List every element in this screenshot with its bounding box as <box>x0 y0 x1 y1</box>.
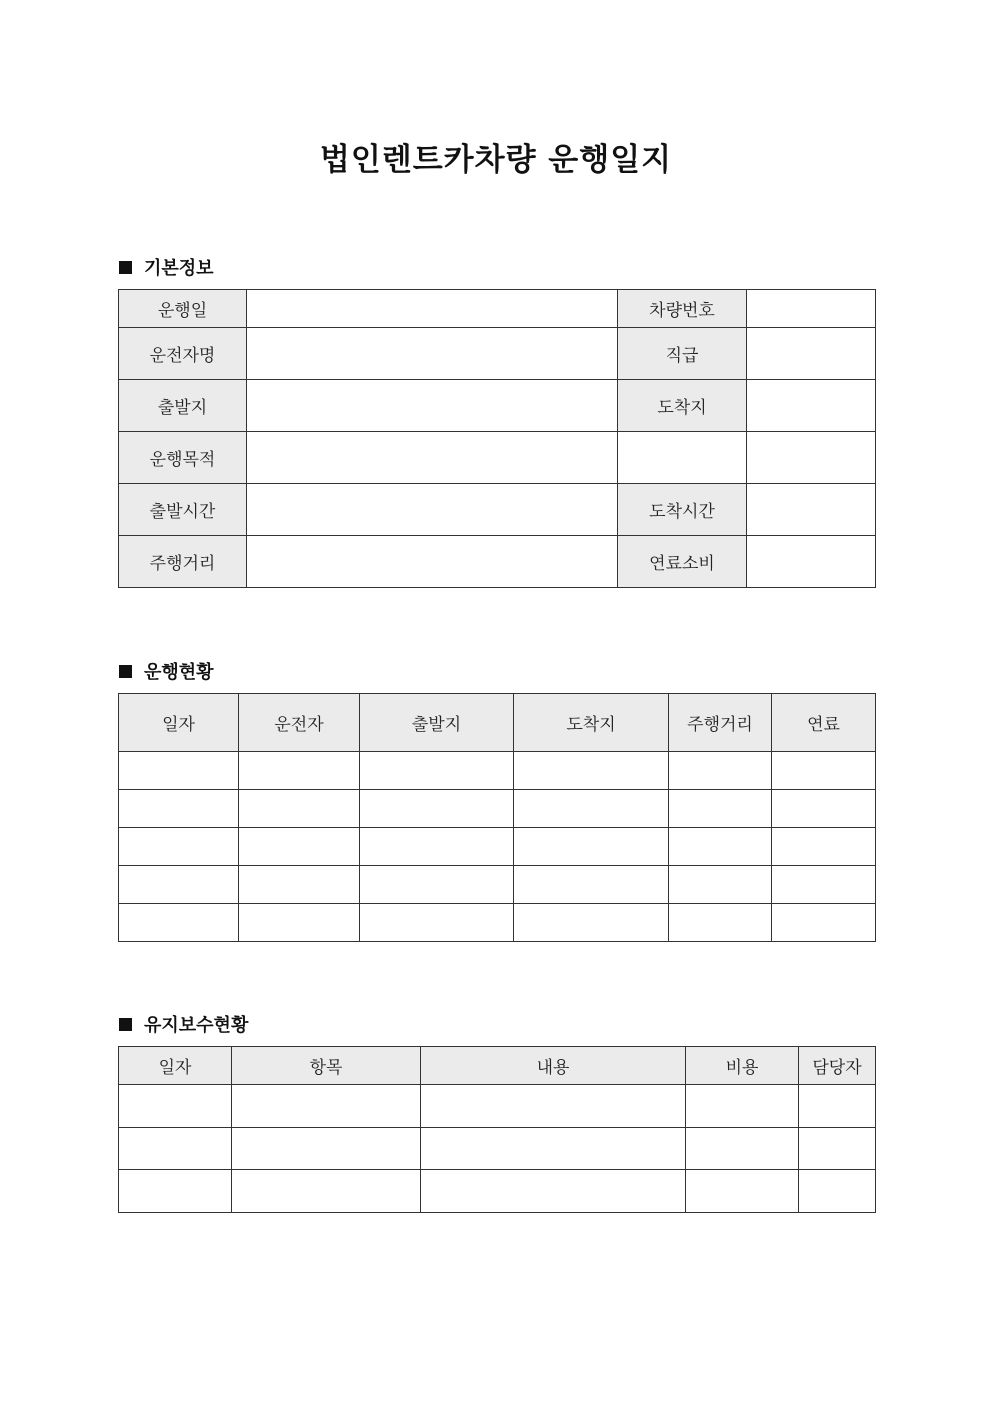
table-row <box>119 866 876 904</box>
column-header: 일자 <box>119 694 239 752</box>
black-square-icon <box>119 261 132 274</box>
table-cell[interactable] <box>669 752 772 790</box>
table-row <box>119 536 876 588</box>
table-cell[interactable] <box>239 828 360 866</box>
table-header-row <box>119 694 876 752</box>
table-cell[interactable] <box>360 866 514 904</box>
value-cell[interactable] <box>618 432 747 484</box>
label-cell: 운전자명 <box>119 328 247 380</box>
table-row <box>119 290 876 328</box>
table-cell[interactable] <box>232 1128 421 1170</box>
table-cell[interactable] <box>421 1128 686 1170</box>
black-square-icon <box>119 665 132 678</box>
table-row <box>119 328 876 380</box>
table-cell[interactable] <box>669 790 772 828</box>
table-cell[interactable] <box>514 866 669 904</box>
table-cell[interactable] <box>686 1170 799 1213</box>
table-row <box>119 1170 876 1213</box>
label-cell: 운행목적 <box>119 432 247 484</box>
column-header: 비용 <box>686 1047 799 1085</box>
document-title: 법인렌트카차량 운행일지 <box>319 142 673 178</box>
table-cell[interactable] <box>772 904 876 942</box>
table-cell[interactable] <box>421 1085 686 1128</box>
table-cell[interactable] <box>799 1170 876 1213</box>
label-cell: 도착지 <box>618 380 747 432</box>
table-cell[interactable] <box>119 1085 232 1128</box>
label-cell: 출발시간 <box>119 484 247 536</box>
value-cell[interactable] <box>247 432 618 484</box>
value-cell[interactable] <box>247 484 618 536</box>
operation-status-table <box>118 693 876 942</box>
value-cell[interactable] <box>247 380 618 432</box>
label-cell: 연료소비 <box>618 536 747 588</box>
black-square-icon <box>119 1018 132 1031</box>
section-heading-maintenance-status <box>119 1011 248 1037</box>
table-cell[interactable] <box>232 1085 421 1128</box>
table-cell[interactable] <box>514 828 669 866</box>
column-header: 주행거리 <box>669 694 772 752</box>
section-heading-basic-info <box>119 254 214 280</box>
table-cell[interactable] <box>669 904 772 942</box>
table-cell[interactable] <box>119 1170 232 1213</box>
table-cell[interactable] <box>119 904 239 942</box>
table-cell[interactable] <box>772 866 876 904</box>
table-cell[interactable] <box>119 790 239 828</box>
label-cell: 도착시간 <box>618 484 747 536</box>
table-cell[interactable] <box>686 1128 799 1170</box>
column-header: 운전자 <box>239 694 360 752</box>
table-cell[interactable] <box>360 904 514 942</box>
table-cell[interactable] <box>686 1085 799 1128</box>
table-cell[interactable] <box>360 790 514 828</box>
section-heading-label: 기본정보 <box>144 258 214 279</box>
value-cell[interactable] <box>247 328 618 380</box>
table-cell[interactable] <box>360 828 514 866</box>
column-header: 일자 <box>119 1047 232 1085</box>
value-cell[interactable] <box>747 380 876 432</box>
table-row <box>119 380 876 432</box>
table-row <box>119 828 876 866</box>
value-cell[interactable] <box>747 328 876 380</box>
table-cell[interactable] <box>799 1128 876 1170</box>
column-header: 담당자 <box>799 1047 876 1085</box>
value-cell[interactable] <box>247 536 618 588</box>
column-header: 출발지 <box>360 694 514 752</box>
label-cell: 주행거리 <box>119 536 247 588</box>
table-cell[interactable] <box>772 828 876 866</box>
label-cell: 출발지 <box>119 380 247 432</box>
table-row <box>119 1085 876 1128</box>
table-row <box>119 790 876 828</box>
table-cell[interactable] <box>669 828 772 866</box>
value-cell[interactable] <box>747 432 876 484</box>
table-cell[interactable] <box>119 866 239 904</box>
table-cell[interactable] <box>514 904 669 942</box>
column-header: 연료 <box>772 694 876 752</box>
table-cell[interactable] <box>119 828 239 866</box>
table-cell[interactable] <box>772 790 876 828</box>
section-heading-operation-status <box>119 658 214 684</box>
label-cell: 운행일 <box>119 290 247 328</box>
table-cell[interactable] <box>232 1170 421 1213</box>
value-cell[interactable] <box>747 484 876 536</box>
table-row <box>119 1128 876 1170</box>
table-row <box>119 904 876 942</box>
table-row <box>119 484 876 536</box>
table-header-row <box>119 1047 876 1085</box>
table-cell[interactable] <box>669 866 772 904</box>
section-heading-label: 운행현황 <box>144 662 214 683</box>
table-cell[interactable] <box>239 752 360 790</box>
label-cell: 차량번호 <box>618 290 747 328</box>
table-cell[interactable] <box>514 790 669 828</box>
value-cell[interactable] <box>247 290 618 328</box>
maintenance-status-table <box>118 1046 876 1213</box>
column-header: 내용 <box>421 1047 686 1085</box>
basic-info-table <box>118 289 876 588</box>
table-row <box>119 432 876 484</box>
table-cell[interactable] <box>239 866 360 904</box>
table-cell[interactable] <box>119 752 239 790</box>
table-cell[interactable] <box>799 1085 876 1128</box>
table-cell[interactable] <box>772 752 876 790</box>
table-cell[interactable] <box>119 1128 232 1170</box>
table-cell[interactable] <box>239 904 360 942</box>
table-cell[interactable] <box>360 752 514 790</box>
table-cell[interactable] <box>421 1170 686 1213</box>
value-cell[interactable] <box>747 536 876 588</box>
table-row <box>119 752 876 790</box>
column-header: 항목 <box>232 1047 421 1085</box>
table-cell[interactable] <box>514 752 669 790</box>
table-cell[interactable] <box>239 790 360 828</box>
value-cell[interactable] <box>747 290 876 328</box>
label-cell: 직급 <box>618 328 747 380</box>
column-header: 도착지 <box>514 694 669 752</box>
section-heading-label: 유지보수현황 <box>144 1015 249 1036</box>
